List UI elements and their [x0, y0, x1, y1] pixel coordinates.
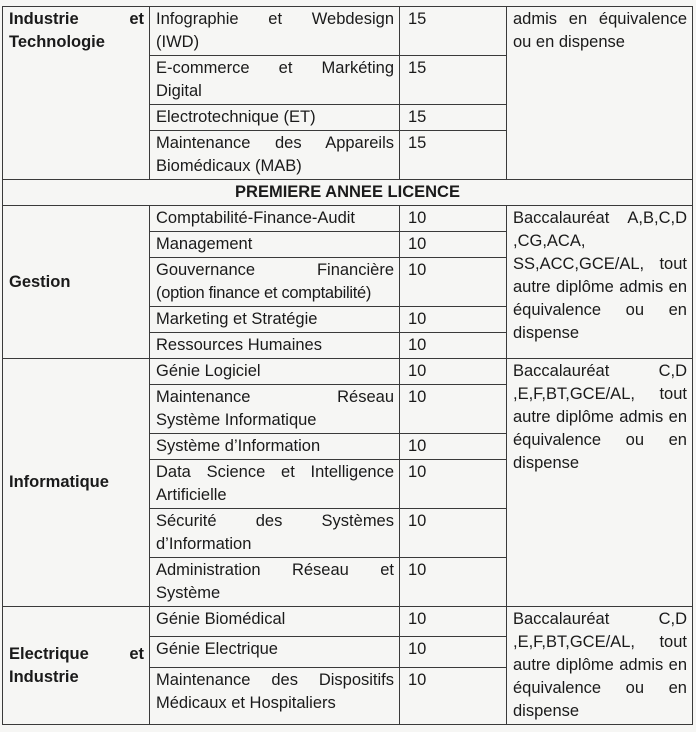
specialty-cell: Ressources Humaines	[150, 333, 400, 359]
specialty-cell: Management	[150, 232, 400, 258]
specialty-cell: Administration Réseau et Système	[150, 558, 400, 607]
seats-cell: 10	[400, 607, 507, 637]
section-heading: PREMIERE ANNEE LICENCE	[3, 180, 693, 206]
seats-cell: 10	[400, 434, 507, 460]
seats-cell: 10	[400, 509, 507, 558]
specialty-cell: Data Science et Intelligence Artificielle	[150, 460, 400, 509]
specialty-cell: Maintenance des Dispositifs Médicaux et Hospitaliers	[150, 667, 400, 724]
requirement-cell: admis en équivalence ou en dispense	[507, 7, 693, 180]
specialty-cell: Génie Logiciel	[150, 359, 400, 385]
seats-cell: 15	[400, 7, 507, 56]
seats-cell: 15	[400, 105, 507, 131]
seats-cell: 10	[400, 637, 507, 667]
requirement-cell: Baccalauréat C,D ,E,F,BT,GCE/AL, tout autre diplôme admis en équivalence ou en dispense	[507, 607, 693, 725]
seats-cell: 10	[400, 232, 507, 258]
specialty-cell: Maintenance Réseau Système Informatique	[150, 385, 400, 434]
domain-cell-electrique-industrie: Electrique et Industrie	[3, 607, 150, 725]
domain-cell-industrie-technologie: Industrie et Technologie	[3, 7, 150, 180]
specialty-cell: E-commerce et Markéting Digital	[150, 56, 400, 105]
seats-cell: 10	[400, 460, 507, 509]
table-row	[3, 607, 693, 637]
seats-cell: 10	[400, 385, 507, 434]
specialty-cell: Génie Biomédical	[150, 607, 400, 637]
seats-cell: 10	[400, 307, 507, 333]
admission-table	[2, 6, 693, 725]
requirement-cell: Baccalauréat A,B,C,D ,CG,ACA, SS,ACC,GCE/AL, tout autre diplôme admis en équivalence ou en dispense	[507, 206, 693, 359]
table-row	[3, 359, 693, 385]
seats-cell: 10	[400, 558, 507, 607]
specialty-cell: Electrotechnique (ET)	[150, 105, 400, 131]
specialty-cell: Sécurité des Systèmes d’Information	[150, 509, 400, 558]
specialty-cell: Génie Electrique	[150, 637, 400, 667]
section-heading-row	[3, 180, 693, 206]
specialty-cell: Système d’Information	[150, 434, 400, 460]
specialty-cell: Comptabilité-Finance-Audit	[150, 206, 400, 232]
table-row	[3, 7, 693, 56]
seats-cell: 10	[400, 206, 507, 232]
specialty-cell: Gouvernance Financière (option finance et comptabilité)	[150, 258, 400, 307]
seats-cell: 10	[400, 667, 507, 724]
seats-cell: 10	[400, 333, 507, 359]
specialty-cell: Marketing et Stratégie	[150, 307, 400, 333]
requirement-cell: Baccalauréat C,D ,E,F,BT,GCE/AL, tout autre diplôme admis en équivalence ou en dispense	[507, 359, 693, 607]
table-row	[3, 206, 693, 232]
seats-cell: 15	[400, 56, 507, 105]
seats-cell: 15	[400, 131, 507, 180]
specialty-cell: Maintenance des Appareils Biomédicaux (MAB)	[150, 131, 400, 180]
seats-cell: 10	[400, 258, 507, 307]
seats-cell: 10	[400, 359, 507, 385]
domain-cell-informatique: Informatique	[3, 359, 150, 607]
domain-cell-gestion: Gestion	[3, 206, 150, 359]
specialty-cell: Infographie et Webdesign (IWD)	[150, 7, 400, 56]
